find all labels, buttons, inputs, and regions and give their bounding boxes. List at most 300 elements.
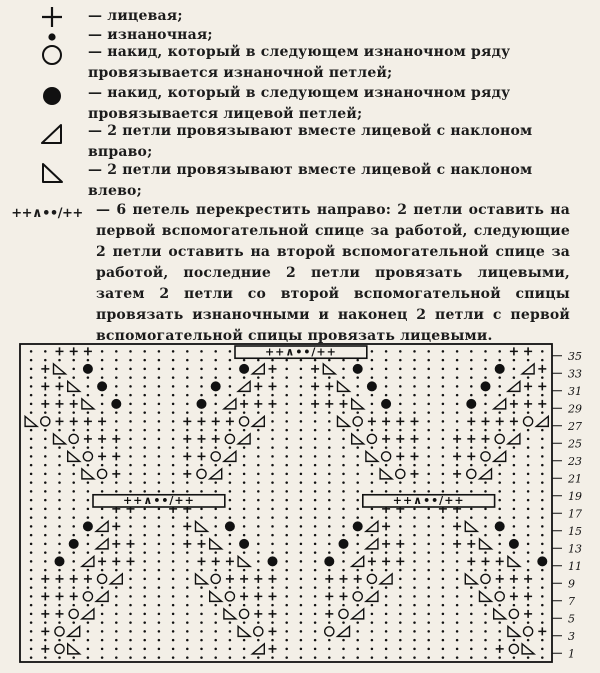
purl-dot (442, 604, 445, 607)
purl-dot (243, 464, 246, 467)
purl-dot (413, 543, 416, 546)
purl-dot (214, 490, 217, 493)
purl-dot (158, 578, 161, 581)
knit-plus (41, 592, 49, 600)
purl-dot (427, 543, 430, 546)
purl-dot (342, 464, 345, 467)
purl-dot (44, 525, 47, 528)
purl-dot (58, 490, 61, 493)
purl-dot (30, 595, 32, 598)
purl-dot (342, 534, 345, 537)
purl-dot (143, 516, 146, 519)
purl-dot (342, 490, 345, 493)
open-circle (495, 434, 504, 443)
right-slant-triangle (380, 574, 392, 584)
knit-plus (84, 417, 92, 425)
purl-dot (442, 455, 445, 458)
purl-dot (271, 499, 274, 502)
purl-dot (513, 464, 516, 467)
purl-dot (314, 473, 317, 476)
purl-dot (300, 481, 303, 484)
purl-dot (101, 551, 104, 554)
purl-dot (129, 368, 132, 371)
purl-dot (72, 446, 75, 449)
purl-dot (527, 499, 530, 502)
purl-dot (356, 639, 359, 642)
purl-dot (356, 630, 359, 633)
knit-plus (212, 435, 220, 443)
purl-dot (399, 525, 402, 528)
purl-dot (470, 551, 473, 554)
purl-dot (129, 429, 132, 432)
purl-dot (186, 586, 189, 589)
right-slant-triangle (508, 434, 520, 444)
purl-dot (413, 490, 416, 493)
purl-dot (427, 350, 430, 353)
purl-dot (527, 534, 530, 537)
purl-dot (257, 446, 260, 449)
purl-dot (300, 516, 303, 519)
purl-dot (200, 385, 203, 388)
knit-plus (411, 470, 419, 478)
purl-dot (399, 376, 402, 379)
knit-plus (183, 417, 191, 425)
purl-dot (385, 648, 388, 651)
purl-dot (427, 551, 430, 554)
purl-dot (285, 543, 288, 546)
purl-dot (58, 586, 61, 589)
purl-dot (399, 639, 402, 642)
row-number: 13 (568, 542, 582, 556)
purl-dot (30, 376, 32, 379)
purl-dot (271, 551, 274, 554)
purl-dot (72, 525, 75, 528)
purl-dot (172, 656, 175, 659)
purl-dot (328, 481, 331, 484)
purl-dot (143, 648, 146, 651)
knit-plus (325, 610, 333, 618)
purl-dot (87, 376, 90, 379)
purl-dot (356, 543, 359, 546)
purl-dot (143, 578, 146, 581)
knit-plus (524, 400, 532, 408)
purl-dot (456, 630, 459, 633)
purl-dot (470, 359, 473, 362)
purl-dot (271, 376, 274, 379)
purl-dot (30, 490, 32, 493)
purl-dot (285, 473, 288, 476)
purl-dot (30, 350, 32, 353)
purl-dot (214, 613, 217, 616)
open-circle (69, 434, 78, 443)
purl-dot (356, 621, 359, 624)
purl-dot (314, 656, 317, 659)
purl-dot (442, 385, 445, 388)
purl-dot (527, 429, 530, 432)
purl-dot (385, 464, 388, 467)
purl-dot (158, 595, 161, 598)
purl-dot (87, 359, 90, 362)
open-circle (509, 609, 518, 618)
purl-dot (30, 481, 32, 484)
purl-dot (442, 516, 445, 519)
purl-dot (300, 551, 303, 554)
purl-dot (257, 586, 260, 589)
purl-dot (399, 604, 402, 607)
open-circle (41, 417, 50, 426)
purl-dot (129, 411, 132, 414)
purl-dot (413, 446, 416, 449)
purl-dot (172, 394, 175, 397)
purl-dot (115, 490, 118, 493)
purl-dot (172, 586, 175, 589)
row-number: 9 (568, 577, 575, 591)
purl-dot (101, 508, 104, 511)
purl-dot (328, 639, 331, 642)
knit-plus (340, 400, 348, 408)
purl-dot (527, 543, 530, 546)
purl-dot (484, 648, 487, 651)
purl-dot (513, 394, 516, 397)
purl-dot (356, 508, 359, 511)
filled-circle (83, 364, 93, 374)
purl-dot (442, 490, 445, 493)
purl-dot (527, 455, 530, 458)
purl-dot (271, 446, 274, 449)
purl-dot (328, 499, 331, 502)
purl-dot (129, 385, 132, 388)
purl-dot (158, 411, 161, 414)
purl-dot (300, 385, 303, 388)
purl-dot (129, 630, 132, 633)
purl-dot (172, 516, 175, 519)
knit-plus (56, 417, 64, 425)
knit-plus (269, 610, 277, 618)
purl-dot (399, 578, 402, 581)
purl-dot (186, 516, 189, 519)
knit-plus (382, 417, 390, 425)
purl-dot (413, 639, 416, 642)
knit-plus (56, 592, 64, 600)
knit-plus (269, 627, 277, 635)
purl-dot (456, 368, 459, 371)
purl-dot (115, 613, 118, 616)
left-slant-triangle (196, 521, 208, 531)
purl-dot (456, 578, 459, 581)
purl-dot (129, 648, 132, 651)
purl-dot (200, 368, 203, 371)
purl-dot (72, 551, 75, 554)
purl-dot (229, 604, 232, 607)
purl-dot (30, 473, 32, 476)
purl-dot (413, 569, 416, 572)
right-slant-triangle (338, 626, 350, 636)
purl-dot (186, 630, 189, 633)
purl-dot (300, 534, 303, 537)
purl-dot (541, 446, 544, 449)
knit-plus (226, 575, 234, 583)
purl-dot (328, 455, 331, 458)
purl-dot (541, 604, 544, 607)
purl-dot (158, 648, 161, 651)
knit-plus (453, 435, 461, 443)
right-slant-triangle (352, 609, 364, 619)
purl-dot (328, 525, 331, 528)
purl-dot (257, 473, 260, 476)
purl-dot (200, 508, 203, 511)
purl-dot (129, 359, 132, 362)
purl-dot (484, 569, 487, 572)
purl-dot (72, 394, 75, 397)
purl-dot (484, 394, 487, 397)
purl-dot (214, 516, 217, 519)
knit-plus (41, 575, 49, 583)
purl-dot (200, 604, 203, 607)
purl-dot (527, 525, 530, 528)
purl-dot (385, 429, 388, 432)
purl-dot (300, 438, 303, 441)
purl-dot (58, 499, 61, 502)
chart-cables (93, 345, 495, 507)
purl-dot (513, 429, 516, 432)
purl-dot (456, 359, 459, 362)
purl-dot (158, 639, 161, 642)
purl-dot (129, 473, 132, 476)
purl-dot (172, 359, 175, 362)
purl-dot (214, 481, 217, 484)
purl-dot (427, 420, 430, 423)
purl-dot (271, 473, 274, 476)
purl-dot (399, 656, 402, 659)
purl-dot (101, 350, 104, 353)
knit-plus (183, 522, 191, 530)
purl-dot (314, 481, 317, 484)
purl-dot (513, 455, 516, 458)
purl-dot (30, 569, 32, 572)
open-circle (98, 469, 107, 478)
purl-dot (328, 411, 331, 414)
left-slant-triangle-icon (22, 160, 82, 186)
purl-dot (399, 490, 402, 493)
purl-dot (371, 551, 374, 554)
purl-dot (101, 394, 104, 397)
purl-dot (399, 648, 402, 651)
purl-dot (527, 394, 530, 397)
purl-dot (172, 429, 175, 432)
purl-dot (413, 411, 416, 414)
row-number: 25 (568, 437, 582, 451)
open-circle (83, 452, 92, 461)
purl-dot (356, 604, 359, 607)
purl-dot (186, 604, 189, 607)
purl-dot (271, 394, 274, 397)
purl-dot (399, 403, 402, 406)
purl-dot (385, 621, 388, 624)
purl-dot (285, 551, 288, 554)
purl-dot (427, 569, 430, 572)
purl-dot (143, 630, 146, 633)
purl-dot (456, 516, 459, 519)
purl-dot (243, 481, 246, 484)
purl-dot (300, 656, 303, 659)
purl-dot (442, 446, 445, 449)
purl-dot (285, 586, 288, 589)
purl-dot (257, 438, 260, 441)
left-slant-triangle (82, 469, 94, 479)
purl-dot (527, 438, 530, 441)
purl-dot (498, 490, 501, 493)
purl-dot (513, 656, 516, 659)
purl-dot (58, 569, 61, 572)
filled-circle (225, 521, 235, 531)
purl-dot (158, 376, 161, 379)
purl-dot (129, 464, 132, 467)
purl-dot (200, 595, 203, 598)
knit-plus (510, 400, 518, 408)
purl-dot (427, 403, 430, 406)
purl-dot (541, 455, 544, 458)
purl-dot (143, 464, 146, 467)
purl-dot (243, 394, 246, 397)
purl-dot (143, 569, 146, 572)
purl-dot (442, 630, 445, 633)
purl-dot (413, 578, 416, 581)
purl-dot (456, 639, 459, 642)
purl-dot (356, 464, 359, 467)
knit-plus (453, 452, 461, 460)
purl-dot (484, 551, 487, 554)
purl-dot (314, 525, 317, 528)
purl-dot (44, 639, 47, 642)
purl-dot (214, 464, 217, 467)
purl-dot (30, 551, 32, 554)
knit-plus (198, 557, 206, 565)
purl-dot (101, 639, 104, 642)
purl-dot (72, 429, 75, 432)
purl-dot (30, 516, 32, 519)
purl-dot (186, 403, 189, 406)
purl-dot (143, 481, 146, 484)
purl-dot (143, 411, 146, 414)
purl-dot (158, 569, 161, 572)
purl-dot (257, 604, 260, 607)
purl-dot (513, 604, 516, 607)
purl-dot (342, 411, 345, 414)
purl-dot (30, 446, 32, 449)
purl-dot (527, 560, 530, 563)
knit-plus (56, 347, 64, 355)
purl-dot (385, 376, 388, 379)
purl-dot (101, 403, 104, 406)
knit-plus (538, 382, 546, 390)
purl-dot (158, 516, 161, 519)
knit-plus (496, 575, 504, 583)
open-circle (225, 434, 234, 443)
purl-dot (271, 516, 274, 519)
knit-plus (240, 575, 248, 583)
purl-dot (527, 656, 530, 659)
open-circle (254, 627, 263, 636)
purl-dot (72, 639, 75, 642)
purl-dot (513, 490, 516, 493)
knit-plus (382, 435, 390, 443)
knit-plus (98, 452, 106, 460)
knit-plus (467, 557, 475, 565)
purl-dot (72, 586, 75, 589)
purl-dot (371, 359, 374, 362)
purl-dot (385, 630, 388, 633)
purl-dot (442, 551, 445, 554)
purl-dot (314, 394, 317, 397)
knit-plus (70, 575, 78, 583)
purl-dot (229, 639, 232, 642)
knit-plus (98, 435, 106, 443)
knit-plus (467, 540, 475, 548)
purl-dot (427, 586, 430, 589)
purl-dot (498, 464, 501, 467)
purl-dot (285, 411, 288, 414)
purl-dot (172, 560, 175, 563)
purl-dot (300, 595, 303, 598)
knit-plus (240, 592, 248, 600)
purl-dot (399, 464, 402, 467)
purl-dot (214, 639, 217, 642)
knit-plus (127, 540, 135, 548)
right-slant-triangle (366, 591, 378, 601)
purl-dot (214, 604, 217, 607)
purl-dot (229, 481, 232, 484)
purl-dot (470, 586, 473, 589)
purl-dot (541, 534, 544, 537)
purl-dot (87, 446, 90, 449)
knit-plus (396, 540, 404, 548)
purl-dot (385, 569, 388, 572)
purl-dot (115, 595, 118, 598)
purl-dot (285, 376, 288, 379)
purl-dot (143, 621, 146, 624)
purl-dot (172, 420, 175, 423)
purl-dot (172, 464, 175, 467)
purl-dot (200, 359, 203, 362)
purl-dot (371, 368, 374, 371)
purl-dot (356, 656, 359, 659)
purl-dot (172, 473, 175, 476)
purl-dot (143, 604, 146, 607)
purl-dot (30, 464, 32, 467)
purl-dot (243, 516, 246, 519)
purl-dot (200, 551, 203, 554)
purl-dot (115, 350, 118, 353)
right-slant-triangle (252, 364, 264, 374)
purl-dot (158, 420, 161, 423)
purl-dot (172, 490, 175, 493)
knit-plus (510, 575, 518, 583)
purl-dot (158, 560, 161, 563)
purl-dot (229, 473, 232, 476)
purl-dot (342, 368, 345, 371)
right-slant-triangle (224, 399, 236, 409)
filled-circle (509, 539, 519, 549)
purl-dot (229, 429, 232, 432)
purl-dot (442, 429, 445, 432)
purl-dot (456, 376, 459, 379)
purl-dot (30, 455, 32, 458)
purl-dot (456, 429, 459, 432)
purl-dot (314, 376, 317, 379)
purl-dot (285, 368, 288, 371)
purl-dot (101, 359, 104, 362)
purl-dot (214, 525, 217, 528)
